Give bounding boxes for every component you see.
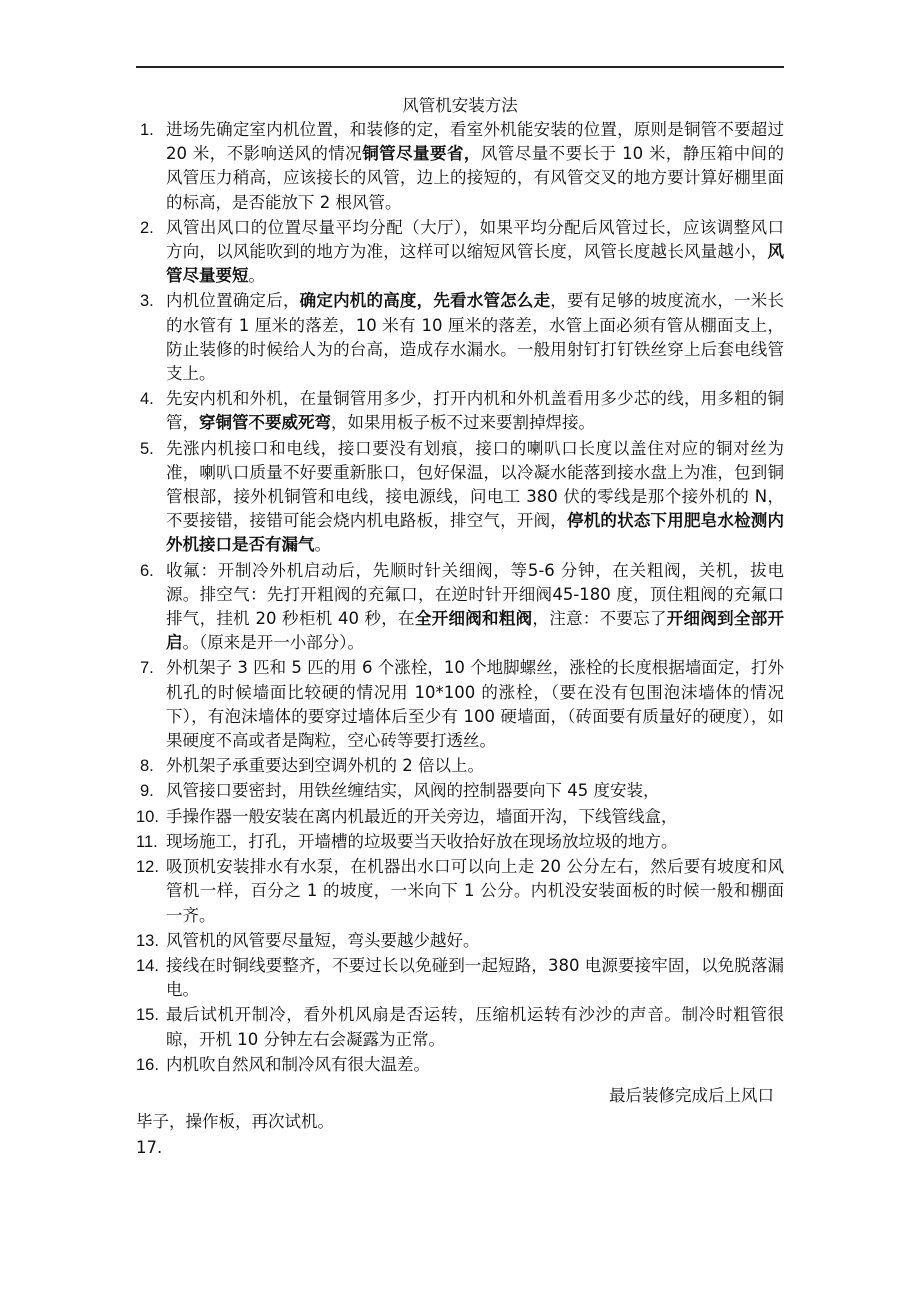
item-text: 最后试机开制冷，看外机风扇是否运转，压缩机运转有沙沙的声音。制冷时粗管很晾，开机 10 分钟左右会凝露为正常。 bbox=[166, 1005, 784, 1049]
item-text: ，注意：不要忘了 bbox=[532, 609, 667, 629]
list-item-number: 6. bbox=[140, 561, 154, 580]
list-item-number: 13. bbox=[136, 931, 159, 950]
item-text: 先安内机和外机，在量铜管用多少，打开内机和外机盖看用多少芯的线，用多粗的铜管， bbox=[166, 389, 784, 433]
empty-list-number: 17. bbox=[136, 1138, 163, 1157]
item-text: ，如果用板子板不过来要割掉焊接。 bbox=[331, 413, 595, 433]
list-item bbox=[136, 437, 784, 558]
list-item-number: 16. bbox=[136, 1055, 159, 1074]
emphasized-text: 铜管尽量要省， bbox=[362, 144, 481, 164]
item-text: 风管接口要密封，用铁丝缠结实，风阀的控制器要向下 45 度安装， bbox=[166, 781, 660, 801]
list-item-number: 7. bbox=[140, 659, 154, 678]
item-text: 。 bbox=[248, 266, 265, 286]
item-text: 。（原来是开一小部分）。 bbox=[182, 633, 364, 653]
list-item-number: 14. bbox=[136, 956, 159, 975]
list-item bbox=[136, 289, 784, 386]
item-text: 吸顶机安装排水有水泵，在机器出水口可以向上走 20 公分左右，然后要有坡度和风管机一样，百分之 1 的坡度，一米向下 1 公分。内机没安装面板的时候一般和棚面一齐。 bbox=[166, 857, 784, 925]
item-text: 现场施工，打孔，开墙槽的垃圾要当天收拾好放在现场放垃圾的地方。 bbox=[166, 831, 678, 851]
item-text: 风管机的风管要尽量短，弯头要越少越好。 bbox=[166, 930, 480, 950]
item-text: 内机吹自然风和制冷风有很大温差。 bbox=[166, 1054, 430, 1074]
emphasized-text: 穿铜管不要威死弯 bbox=[199, 413, 331, 433]
list-item bbox=[136, 779, 784, 803]
item-text: 风管尽量不要长于 10 米，静压箱中间的风管压力稍高，应该接长的风管，边上的接短的，有风管交叉的地方要计算好棚里面的标高，是否能放下 2 根风管。 bbox=[166, 144, 784, 212]
emphasized-text: 确定内机的高度，先看水管怎么走 bbox=[299, 291, 551, 311]
item-text: 。 bbox=[314, 535, 331, 555]
item-text: 风管出风口的位置尽量平均分配（大厅），如果平均分配后风管过长，应该调整风口方向，以风能吹到的地方为准，这样可以缩短风管长度，风管长度越长风量越小， bbox=[166, 217, 784, 262]
list-item-number: 5. bbox=[140, 439, 154, 458]
list-item-number: 11. bbox=[136, 832, 158, 851]
list-item-number: 4. bbox=[140, 390, 154, 409]
list-item-number: 2. bbox=[140, 218, 154, 237]
emphasized-text: 停机的状态下用肥皂水检测内外机接口是否有漏气 bbox=[166, 511, 785, 555]
list-item-number: 10. bbox=[136, 807, 159, 826]
document-title: 风管机安装方法 bbox=[402, 96, 518, 115]
list-item bbox=[136, 805, 784, 829]
item-text: ，要有足够的坡度流水，一米长的水管有 1 厘米的落差，10 米有 10 厘米的落差，水管上面必须有管从棚面支上，防止装修的时候给人为的台高，造成存水漏水。一般用射钉打钉铁丝穿上后套电线管支上。 bbox=[166, 291, 785, 384]
list-item bbox=[136, 1003, 784, 1051]
list-item bbox=[136, 387, 784, 435]
item-text: 收氟：开制冷外机启动后，先顺时针关细阀，等5-6 分钟，在关粗阀，关机，拔电源。排空气：先打开粗阀的充氟口，在逆时针开细阀45-180 度，顶住粗阀的充氟口排气，挂机 20 秒柜机 40 秒，在 bbox=[166, 560, 784, 629]
list-item-number: 9. bbox=[140, 782, 154, 801]
trailing-text-left: 毕子，操作板，再次试机。 bbox=[136, 1112, 334, 1131]
emphasized-text: 风管尽量要短 bbox=[166, 242, 784, 286]
trailing-text-right: 最后装修完成后上风口 bbox=[609, 1086, 774, 1105]
emphasized-text: 开细阀到全部开启 bbox=[166, 609, 785, 653]
numbered-list bbox=[136, 118, 784, 1078]
emphasized-text: 全开细阀和粗阀 bbox=[414, 609, 533, 629]
item-text: 外机架子承重要达到空调外机的 2 倍以上。 bbox=[166, 756, 484, 776]
list-item-number: 8. bbox=[140, 757, 154, 776]
item-text: 手操作器一般安装在离内机最近的开关旁边，墙面开沟，下线管线盒， bbox=[166, 806, 678, 826]
item-text: 先涨内机接口和电线，接口要没有划痕，接口的喇叭口长度以盖住对应的铜对丝为准，喇叭口质量不好要重新胀口，包好保温，以冷凝水能落到接水盘上为准，包到铜管根部，接外机铜管和电线，接电源线，问电工 380 伏的零线是那个接外机的 N，不要接错，接错可能会烧内机电路板，排空气，开阀， bbox=[166, 438, 784, 531]
list-item bbox=[136, 559, 784, 656]
list-item-number: 12. bbox=[136, 858, 159, 877]
list-item bbox=[136, 656, 784, 753]
list-item bbox=[136, 929, 784, 953]
list-item bbox=[136, 118, 784, 215]
list-item-number: 3. bbox=[140, 292, 154, 311]
item-text: 内机位置确定后， bbox=[166, 291, 300, 311]
item-text: 外机架子 3 匹和 5 匹的用 6 个涨栓，10 个地脚螺丝，涨栓的长度根据墙面定，打外机孔的时候墙面比较硬的情况用 10*100 的涨栓，（要在没有包围泡沫墙体的情况下），有泡沫墙体的要穿过墙体后至少有 100 硬墙面，（砖面要有质量好的硬度），如果硬度不高或者是陶粒，空心砖等要打透丝。 bbox=[166, 658, 784, 751]
list-item bbox=[136, 954, 784, 1002]
list-item-number: 1. bbox=[140, 121, 154, 139]
item-text: 接线在时铜线要整齐，不要过长以免碰到一起短路，380 电源要接牢固，以免脱落漏电。 bbox=[166, 955, 784, 1000]
list-item bbox=[136, 216, 784, 289]
list-item bbox=[136, 754, 784, 778]
header-rule bbox=[136, 66, 784, 68]
list-item bbox=[136, 855, 784, 928]
list-item bbox=[136, 1053, 784, 1077]
list-item-number: 15. bbox=[136, 1006, 159, 1025]
item-text: 进场先确定室内机位置，和装修的定，看室外机能安装的位置，原则是铜管不要超过 20 米，不影响送风的情况 bbox=[166, 120, 784, 164]
list-item bbox=[136, 830, 784, 854]
